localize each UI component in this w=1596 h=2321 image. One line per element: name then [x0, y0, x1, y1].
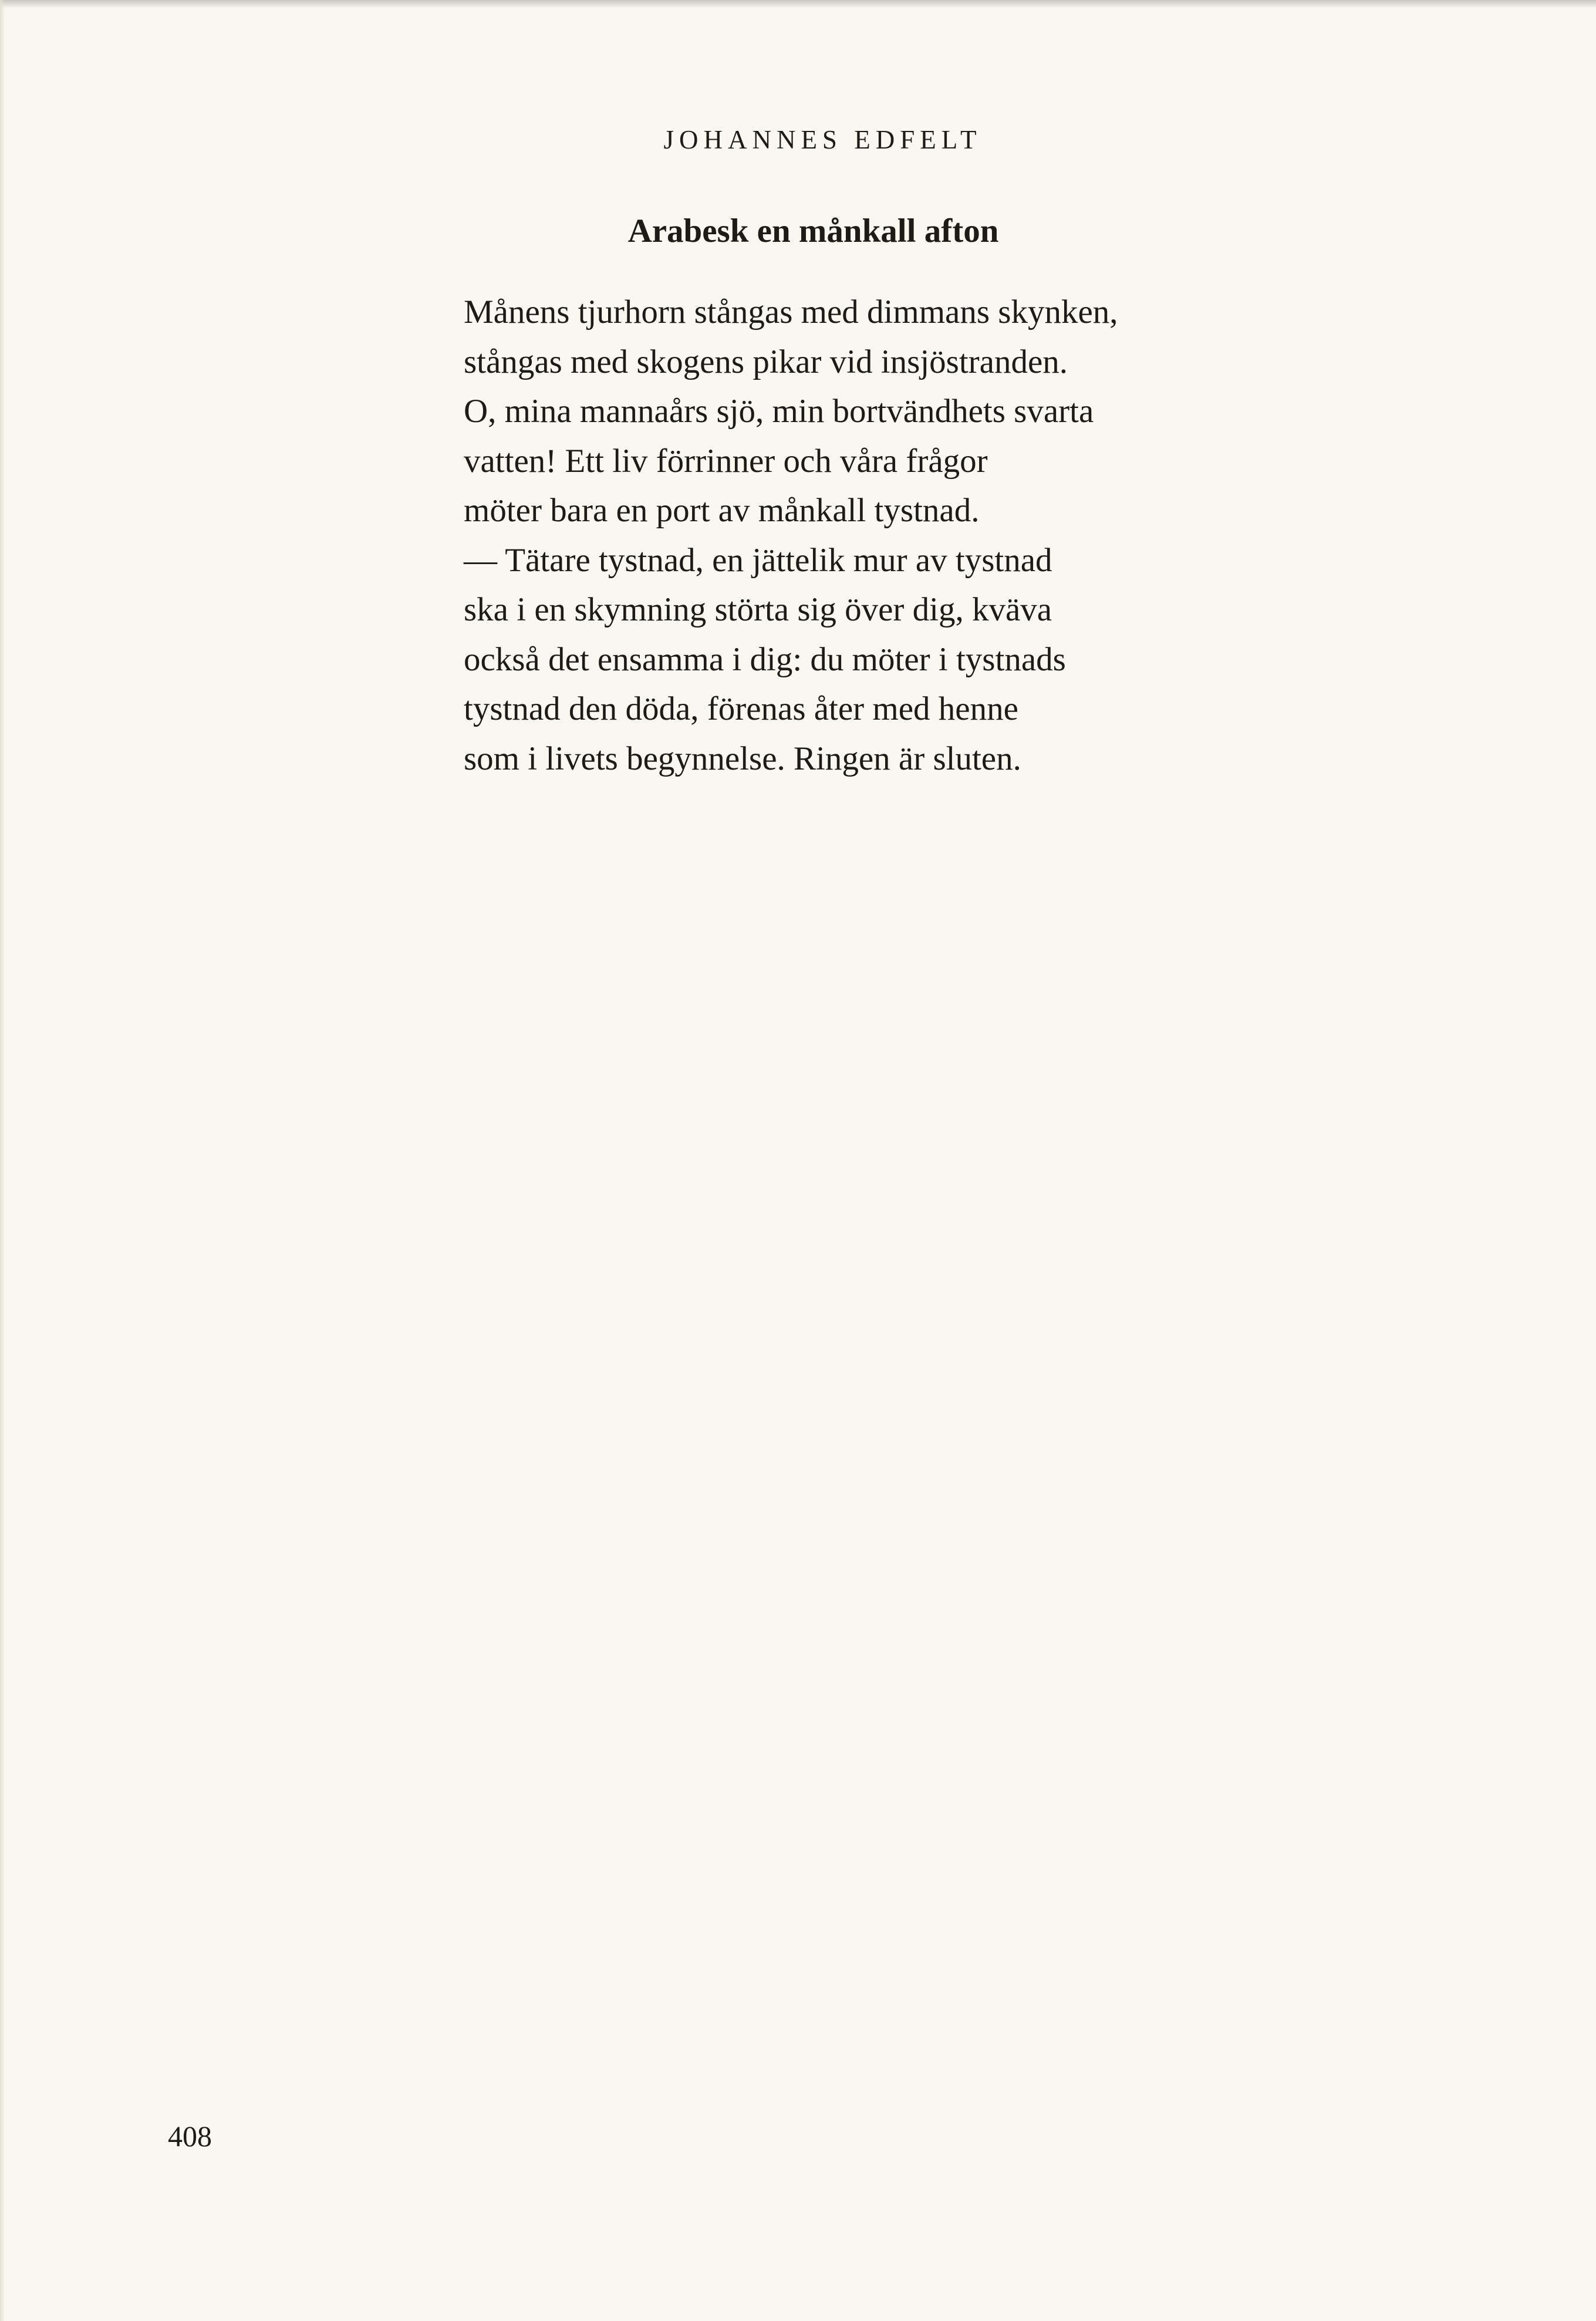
- page-number: 408: [168, 2120, 212, 2153]
- running-head-author: JOHANNES EDFELT: [663, 125, 982, 154]
- poem-line: tystnad den döda, förenas åter med henne: [464, 690, 1018, 727]
- poem-line: stångas med skogens pikar vid insjöstranden.: [464, 343, 1068, 380]
- poem-line: möter bara en port av månkall tystnad.: [464, 492, 980, 529]
- poem-body: [464, 288, 1274, 784]
- poem-line: — Tätare tystnad, en jättelik mur av tystnad: [464, 541, 1052, 579]
- poem-line: ska i en skymning störta sig över dig, kväva: [464, 591, 1052, 628]
- page-left-edge: [0, 0, 5, 2321]
- page-top-edge: [0, 0, 1596, 8]
- poem-line: som i livets begynnelse. Ringen är sluten.: [464, 740, 1021, 777]
- poem-line: också det ensamma i dig: du möter i tystnads: [464, 640, 1066, 678]
- poem-line: O, mina mannaårs sjö, min bortvändhets svarta: [464, 393, 1094, 430]
- poem-line: Månens tjurhorn stångas med dimmans skynken,: [464, 294, 1118, 330]
- poem-title: Arabesk en månkall afton: [627, 212, 999, 249]
- poem-line: vatten! Ett liv förrinner och våra frågor: [464, 442, 988, 480]
